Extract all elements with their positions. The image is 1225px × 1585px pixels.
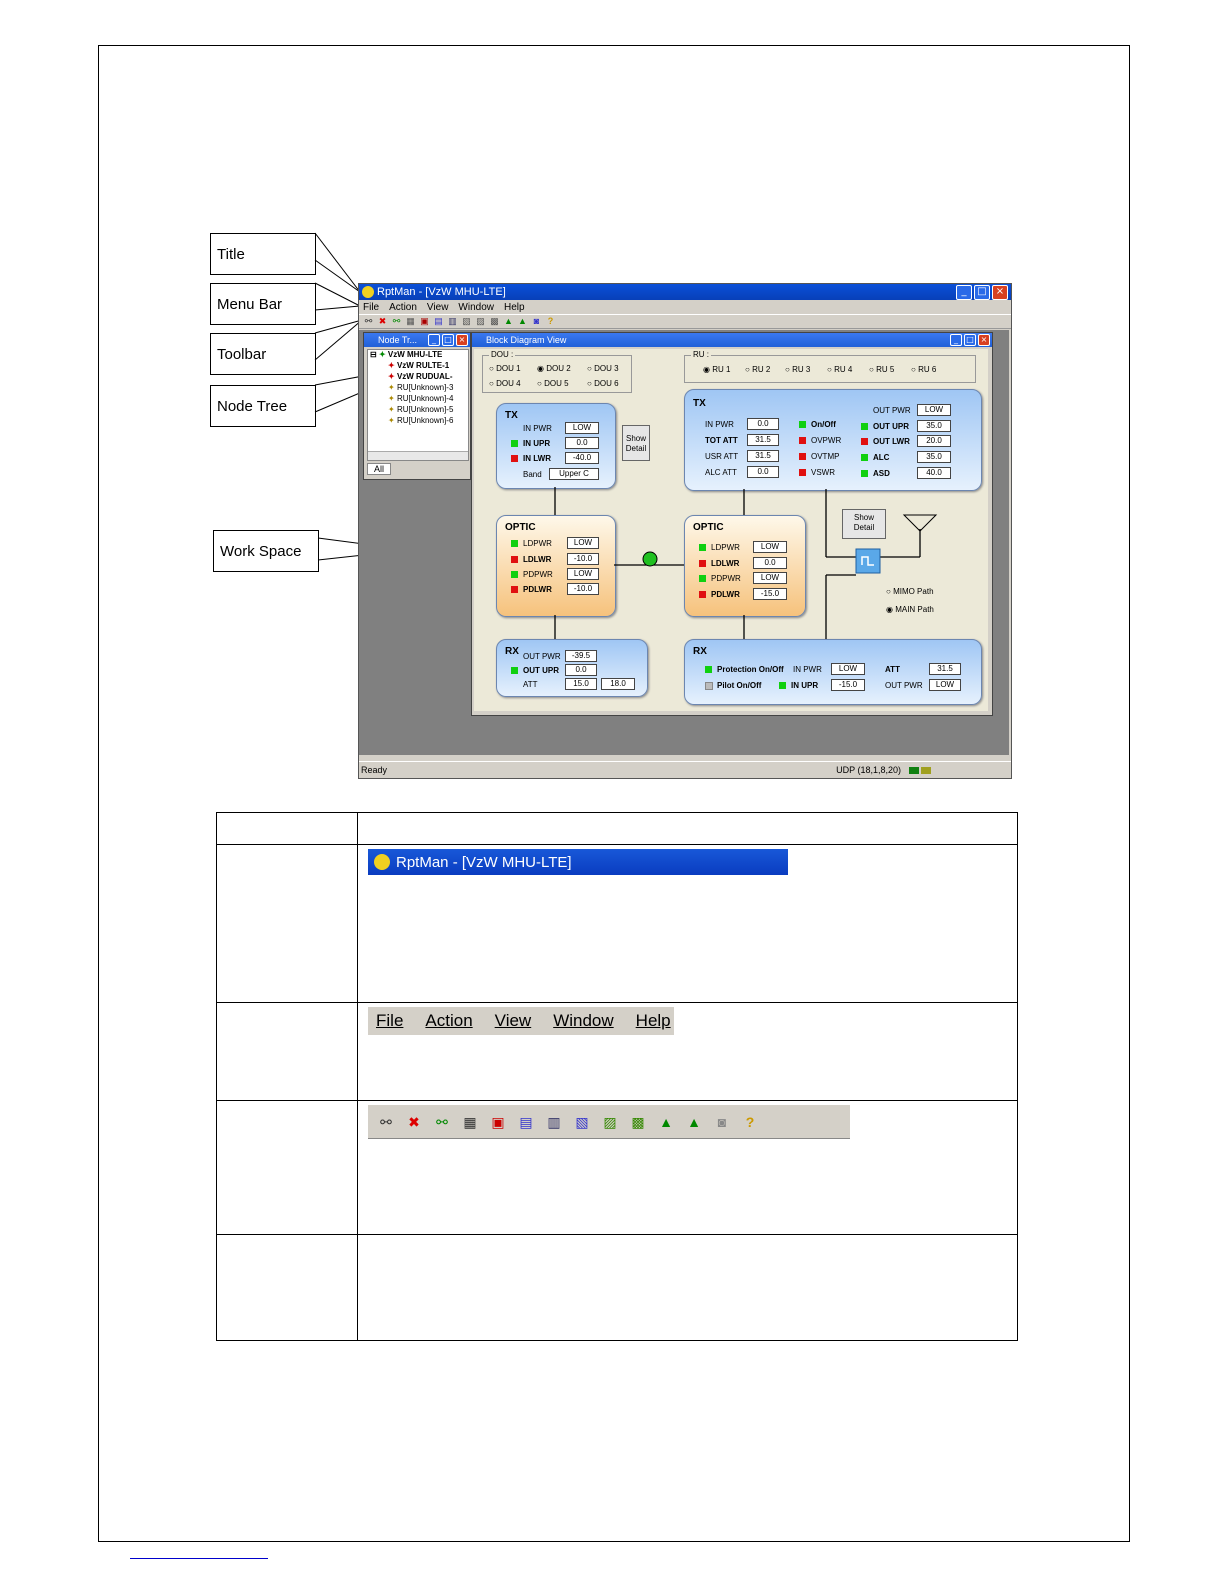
radio-main-path[interactable]: ◉ MAIN Path: [886, 605, 934, 614]
label: OUT PWR: [523, 652, 561, 661]
chart-icon: ▲: [659, 1113, 673, 1130]
bdv-minimize-button[interactable]: _: [950, 334, 962, 346]
label: PDPWR: [523, 570, 553, 579]
ru-rx-heading: RX: [693, 646, 707, 657]
node-tree-titlebar[interactable]: [364, 333, 470, 347]
label: OUT UPR: [873, 422, 909, 431]
tree-node[interactable]: ✦ RU[Unknown]-3: [388, 383, 454, 392]
menu-sample-view: View: [494, 1011, 532, 1030]
label: OUT PWR: [885, 681, 923, 690]
ru-optic-heading: OPTIC: [693, 522, 724, 533]
value: 0.0: [747, 418, 779, 430]
value: LOW: [567, 537, 599, 549]
radio-ru6[interactable]: ○ RU 6: [911, 365, 937, 374]
dou-rx-heading: RX: [505, 646, 519, 657]
radio-ru3[interactable]: ○ RU 3: [785, 365, 811, 374]
label: IN UPR: [523, 439, 551, 448]
menu-bar-sample: [368, 1007, 674, 1035]
label: IN PWR: [523, 424, 552, 433]
value: -15.0: [831, 679, 865, 691]
menu-sample-file: File: [376, 1011, 404, 1030]
radio-ru4[interactable]: ○ RU 4: [827, 365, 853, 374]
radio-dou1[interactable]: ○ DOU 1: [489, 364, 521, 373]
label: OVPWR: [811, 436, 842, 445]
download-icon[interactable]: ▨: [476, 316, 485, 326]
label: USR ATT: [705, 452, 739, 461]
config-icon: ▣: [491, 1113, 505, 1130]
label: Pilot On/Off: [717, 681, 762, 690]
value: 0.0: [565, 437, 599, 449]
reconnect-icon[interactable]: ⚯: [392, 316, 401, 326]
label: IN PWR: [705, 420, 734, 429]
radio-ru2[interactable]: ○ RU 2: [745, 365, 771, 374]
signal-path-lines: [474, 349, 988, 711]
node-tree-close-button[interactable]: ×: [456, 334, 468, 346]
label: LDPWR: [711, 543, 740, 552]
radio-dou6[interactable]: ○ DOU 6: [587, 379, 619, 388]
chart-icon[interactable]: ▲: [504, 316, 513, 326]
node-tree: [367, 349, 469, 461]
title-bar[interactable]: [359, 284, 1011, 300]
radio-dou5[interactable]: ○ DOU 5: [537, 379, 569, 388]
footer-link-underline: [130, 1558, 268, 1559]
callout-workspace: Work Space: [213, 530, 319, 572]
status-connection: UDP (18,1,8,20): [836, 765, 901, 775]
description-table: [216, 812, 1018, 1341]
value: 0.0: [753, 557, 787, 569]
maximize-button[interactable]: □: [974, 285, 990, 300]
disconnect-icon: ✖: [408, 1113, 420, 1130]
status-indicator-green: [909, 767, 919, 774]
horizontal-scrollbar[interactable]: [368, 451, 468, 460]
label: IN LWR: [523, 454, 551, 463]
show-detail-button-ru[interactable]: Show Detail: [842, 509, 886, 539]
help-icon[interactable]: ?: [547, 316, 554, 326]
status-bar: [359, 761, 1011, 778]
calendar-icon: ▥: [547, 1113, 561, 1130]
band-select[interactable]: Upper C: [549, 468, 599, 480]
tree-node[interactable]: ✦ RU[Unknown]-4: [388, 394, 454, 403]
label: LDLWR: [711, 559, 740, 568]
label: OUT UPR: [523, 666, 559, 675]
menu-window[interactable]: Window: [458, 301, 494, 313]
toolbar-sample: [368, 1105, 850, 1139]
help-icon: ?: [745, 1113, 755, 1130]
monitor-icon[interactable]: ▤: [434, 316, 443, 326]
label: ALC: [873, 453, 890, 462]
value: 40.0: [917, 467, 951, 479]
close-button[interactable]: ×: [992, 285, 1008, 300]
callout-menubar: Menu Bar: [210, 283, 316, 325]
label: IN PWR: [793, 665, 822, 674]
menu-sample-help: Help: [635, 1011, 671, 1030]
menu-sample-action: Action: [425, 1011, 473, 1030]
label: VSWR: [811, 468, 835, 477]
value: 31.5: [747, 434, 779, 446]
label: LDLWR: [523, 555, 552, 564]
value: -10.0: [567, 583, 599, 595]
callout-toolbar: Toolbar: [210, 333, 316, 375]
label: OVTMP: [811, 452, 840, 461]
dou-caption: DOU :: [491, 350, 514, 359]
label: PDLWR: [523, 585, 552, 594]
value: 15.0: [565, 678, 597, 690]
title-bar-sample: [368, 849, 788, 875]
label: OUT LWR: [873, 437, 910, 446]
window-title: RptMan - [VzW MHU-LTE]: [377, 286, 506, 298]
block-diagram-canvas: [474, 349, 988, 711]
bdv-maximize-button[interactable]: □: [964, 334, 976, 346]
alarm-icon[interactable]: ▧: [462, 316, 471, 326]
value: LOW: [567, 568, 599, 580]
value: 18.0: [601, 678, 635, 690]
network-icon[interactable]: ◙: [533, 316, 540, 326]
title-sample-text: RptMan - [VzW MHU-LTE]: [396, 853, 572, 871]
radio-dou3[interactable]: ○ DOU 3: [587, 364, 619, 373]
alarm-icon: ▧: [575, 1113, 589, 1130]
radio-dou4[interactable]: ○ DOU 4: [489, 379, 521, 388]
radio-ru1[interactable]: ◉ RU 1: [703, 365, 731, 374]
label: OUT PWR: [873, 406, 911, 415]
minimize-button[interactable]: _: [956, 285, 972, 300]
grid-icon: ▦: [463, 1113, 477, 1130]
value: 20.0: [917, 435, 951, 447]
chart-r-icon[interactable]: ▲: [518, 316, 527, 326]
chart-r-icon: ▲: [687, 1113, 701, 1130]
dou-optic-heading: OPTIC: [505, 522, 536, 533]
value: LOW: [753, 541, 787, 553]
menu-help[interactable]: Help: [504, 301, 525, 313]
node-tree-title: Node Tr...: [378, 335, 418, 345]
block-diagram-title: Block Diagram View: [486, 335, 567, 345]
value: LOW: [831, 663, 865, 675]
tree-node[interactable]: ✦ VzW RUDUAL-: [388, 372, 453, 381]
disconnect-icon[interactable]: ✖: [378, 316, 387, 326]
menu-sample-window: Window: [553, 1011, 614, 1030]
ru-tx-heading: TX: [693, 398, 706, 409]
block-diagram-window: [471, 332, 993, 716]
app-icon: [374, 854, 390, 870]
node-tree-minimize-button[interactable]: _: [428, 334, 440, 346]
label: ALC ATT: [705, 468, 737, 477]
rptman-window: [358, 283, 1012, 779]
value: 31.5: [747, 450, 779, 462]
label: TOT ATT: [705, 436, 738, 445]
label: PDPWR: [711, 574, 741, 583]
radio-mimo-path[interactable]: ○ MIMO Path: [886, 587, 934, 596]
label: ATT: [523, 680, 538, 689]
callout-title: Title: [210, 233, 316, 275]
calendar-icon[interactable]: ▥: [448, 316, 457, 326]
tree-node-root[interactable]: ⊟ ✦ VzW MHU-LTE: [370, 350, 443, 359]
tree-node[interactable]: ✦ RU[Unknown]-5: [388, 405, 454, 414]
label: IN UPR: [791, 681, 819, 690]
label: PDLWR: [711, 590, 740, 599]
value: 0.0: [565, 664, 597, 676]
network-icon: ◙: [717, 1113, 727, 1130]
report-icon[interactable]: ▩: [490, 316, 499, 326]
status-text: Ready: [361, 765, 388, 775]
callout-nodetree: Node Tree: [210, 385, 316, 427]
menu-bar: [359, 300, 1011, 314]
bdv-close-button[interactable]: ×: [978, 334, 990, 346]
status-indicator-olive: [921, 767, 931, 774]
monitor-icon: ▤: [519, 1113, 533, 1130]
tree-node[interactable]: ✦ VzW RULTE-1: [388, 361, 450, 370]
value: -15.0: [753, 588, 787, 600]
value: -39.5: [565, 650, 597, 662]
report-icon: ▩: [631, 1113, 645, 1130]
value: 35.0: [917, 420, 951, 432]
label: Protection On/Off: [717, 665, 784, 674]
grid-icon[interactable]: ▦: [406, 316, 415, 326]
value: 0.0: [747, 466, 779, 478]
value: 35.0: [917, 451, 951, 463]
connect-icon[interactable]: ⚯: [364, 316, 373, 326]
tab-all[interactable]: All: [367, 463, 391, 475]
connect-icon: ⚯: [380, 1113, 392, 1130]
menu-view[interactable]: View: [426, 301, 449, 313]
work-space[interactable]: [359, 330, 1009, 755]
ru-caption: RU :: [693, 350, 709, 359]
label: ASD: [873, 469, 890, 478]
label: Band: [523, 470, 542, 479]
toolbar: [359, 314, 1011, 329]
block-diagram-titlebar[interactable]: [472, 333, 992, 347]
label: On/Off: [811, 420, 836, 429]
config-icon[interactable]: ▣: [420, 316, 429, 326]
value: -10.0: [567, 553, 599, 565]
menu-file[interactable]: File: [363, 301, 380, 313]
node-tree-window: [363, 332, 471, 480]
radio-ru5[interactable]: ○ RU 5: [869, 365, 895, 374]
show-detail-button[interactable]: Show Detail: [622, 425, 650, 461]
value: LOW: [565, 422, 599, 434]
download-icon: ▨: [603, 1113, 617, 1130]
value: LOW: [929, 679, 961, 691]
label: LDPWR: [523, 539, 552, 548]
reconnect-icon: ⚯: [436, 1113, 448, 1130]
radio-dou2[interactable]: ◉ DOU 2: [537, 364, 571, 373]
value: -40.0: [565, 452, 599, 464]
dou-tx-heading: TX: [505, 410, 518, 421]
label: ATT: [885, 665, 900, 674]
value: LOW: [917, 404, 951, 416]
value: LOW: [753, 572, 787, 584]
value: 31.5: [929, 663, 961, 675]
tree-node[interactable]: ✦ RU[Unknown]-6: [388, 416, 454, 425]
node-tree-maximize-button[interactable]: □: [442, 334, 454, 346]
app-icon: [362, 286, 374, 298]
menu-action[interactable]: Action: [389, 301, 417, 313]
